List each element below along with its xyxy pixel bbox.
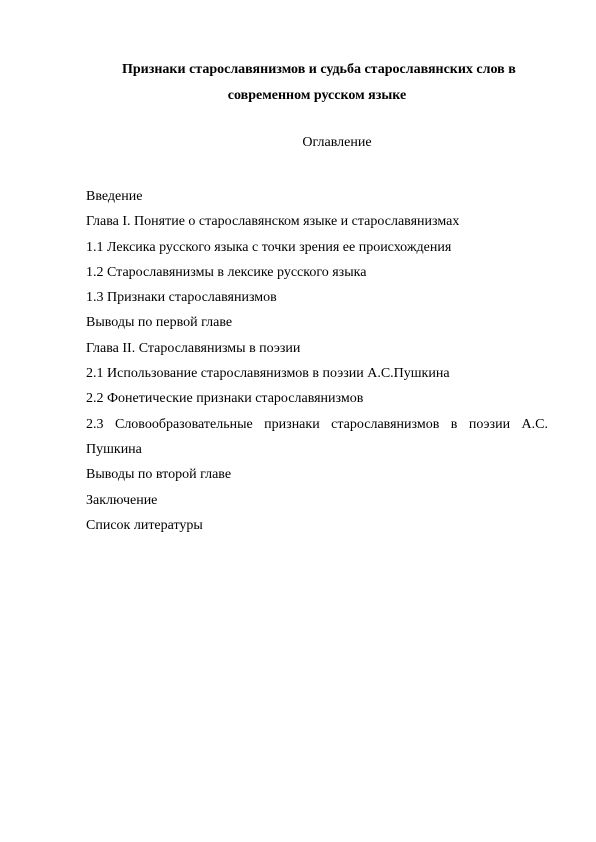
document-title-line-1: Признаки старославянизмов и судьба старославянских слов в	[122, 62, 516, 77]
toc-item-2-3: 2.3 Словообразовательные признаки старославянизмов в поэзии А.С. Пушкина	[86, 416, 548, 457]
toc-item-bibliography: Список литературы	[86, 517, 203, 533]
toc-item-1-3: 1.3 Признаки старославянизмов	[86, 290, 277, 306]
toc-item-2-2: 2.2 Фонетические признаки старославянизмов	[86, 391, 364, 407]
toc-heading: Оглавление	[302, 135, 372, 150]
toc-item-chapter-1-conclusions: Выводы по первой главе	[86, 315, 233, 331]
toc-item-introduction: Введение	[86, 189, 143, 204]
table-of-contents	[86, 184, 548, 538]
document-title-line-2: современном русском языке	[227, 88, 407, 103]
toc-item-conclusion: Заключение	[86, 492, 158, 508]
toc-item-chapter-2: Глава II. Старославянизмы в поэзии	[86, 340, 301, 356]
toc-item-1-2: 1.2 Старославянизмы в лексике русского языка	[86, 264, 367, 280]
toc-item-chapter-2-conclusions: Выводы по второй главе	[86, 467, 232, 483]
toc-item-1-1: 1.1 Лексика русского языка с точки зрения ее происхождения	[86, 239, 452, 255]
document-title	[86, 57, 548, 109]
toc-item-2-1: 2.1 Использование старославянизмов в поэзии А.С.Пушкина	[86, 366, 450, 382]
toc-item-chapter-1: Глава I. Понятие о старославянском языке и старославянизмах	[86, 214, 460, 230]
